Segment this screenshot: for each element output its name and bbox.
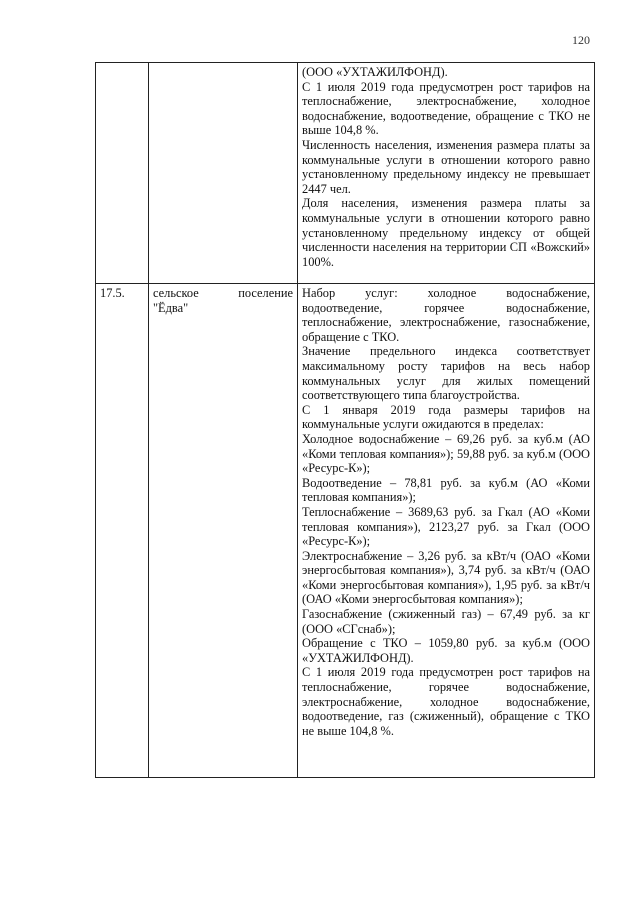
paragraph: Теплоснабжение – 3689,63 руб. за Гкал (АО «Коми тепловая компания»), 2123,27 руб. за Гкал (ООО «Ресурс-К»);: [302, 504, 590, 549]
paragraph: Значение предельного индекса соответствует максимальному росту тарифов на весь набор коммунальных услуг для жилых помещений соответствующего типа благоустройства.: [302, 344, 590, 403]
paragraph: Набор услуг: холодное водоснабжение, водоотведение, горячее водоснабжение, теплоснабжение, электроснабжение, газоснабжение, обращение с ТКО.: [302, 286, 590, 344]
paragraph: Доля населения, изменения размера платы за коммунальные услуги в отношении которого равно установленному предельному индексу от общей численности населения на территории СП «Вожский» 100%.: [302, 196, 590, 269]
table-row: [96, 284, 595, 778]
description-cell: [298, 63, 595, 284]
paragraph: С 1 июля 2019 года предусмотрен рост тарифов на теплоснабжение, электроснабжение, холодное водоснабжение, водоотведение, обращение с ТКО не выше 104,8 %.: [302, 79, 590, 138]
paragraph: Холодное водоснабжение – 69,26 руб. за куб.м (АО «Коми тепловая компания»); 59,88 руб. за куб.м (ООО «Ресурс-К»);: [302, 431, 590, 476]
paragraph: Водоотведение – 78,81 руб. за куб.м (АО «Коми тепловая компания»);: [302, 475, 590, 505]
row-number-cell: 17.5.: [96, 284, 149, 778]
page-number: 120: [572, 33, 590, 47]
settlement-name-cell: [149, 63, 298, 284]
paragraph: С 1 июля 2019 года предусмотрен рост тарифов на теплоснабжение, горячее водоснабжение, электроснабжение, холодное водоснабжение, водоотведение, газ (сжиженный), обращение с ТКО не выше 104,8 %.: [302, 665, 590, 738]
description-cell: [298, 284, 595, 778]
paragraph: Обращение с ТКО – 1059,80 руб. за куб.м (ООО «УХТАЖИЛФОНД).: [302, 636, 590, 665]
paragraph: С 1 января 2019 года размеры тарифов на коммунальные услуги ожидаются в пределах:: [302, 402, 590, 432]
settlement-name: "Ёдва": [153, 300, 189, 315]
settlement-name-line: [153, 286, 293, 301]
paragraph: Газоснабжение (сжиженный газ) – 67,49 руб. за кг (ООО «СГснаб»);: [302, 607, 590, 636]
tariff-table: [95, 62, 595, 778]
table-row: [96, 63, 595, 284]
settlement-name-cell: [149, 284, 298, 778]
paragraph: Электроснабжение – 3,26 руб. за кВт/ч (ОАО «Коми энергосбытовая компания»), 3,74 руб. за кВт/ч (ОАО «Коми энергосбытовая компания»), 1,95 руб. за кВт/ч (ОАО «Коми энергосбытовая компания»);: [302, 548, 590, 607]
row-number-cell: [96, 63, 149, 284]
paragraph: Численность населения, изменения размера платы за коммунальные услуги в отношении которого равно установленному предельному индексу не превышает 2447 чел.: [302, 137, 590, 196]
settlement-type-word: поселение: [238, 286, 293, 300]
settlement-type-word: сельское: [153, 286, 199, 300]
paragraph: (ООО «УХТАЖИЛФОНД).: [302, 65, 448, 79]
